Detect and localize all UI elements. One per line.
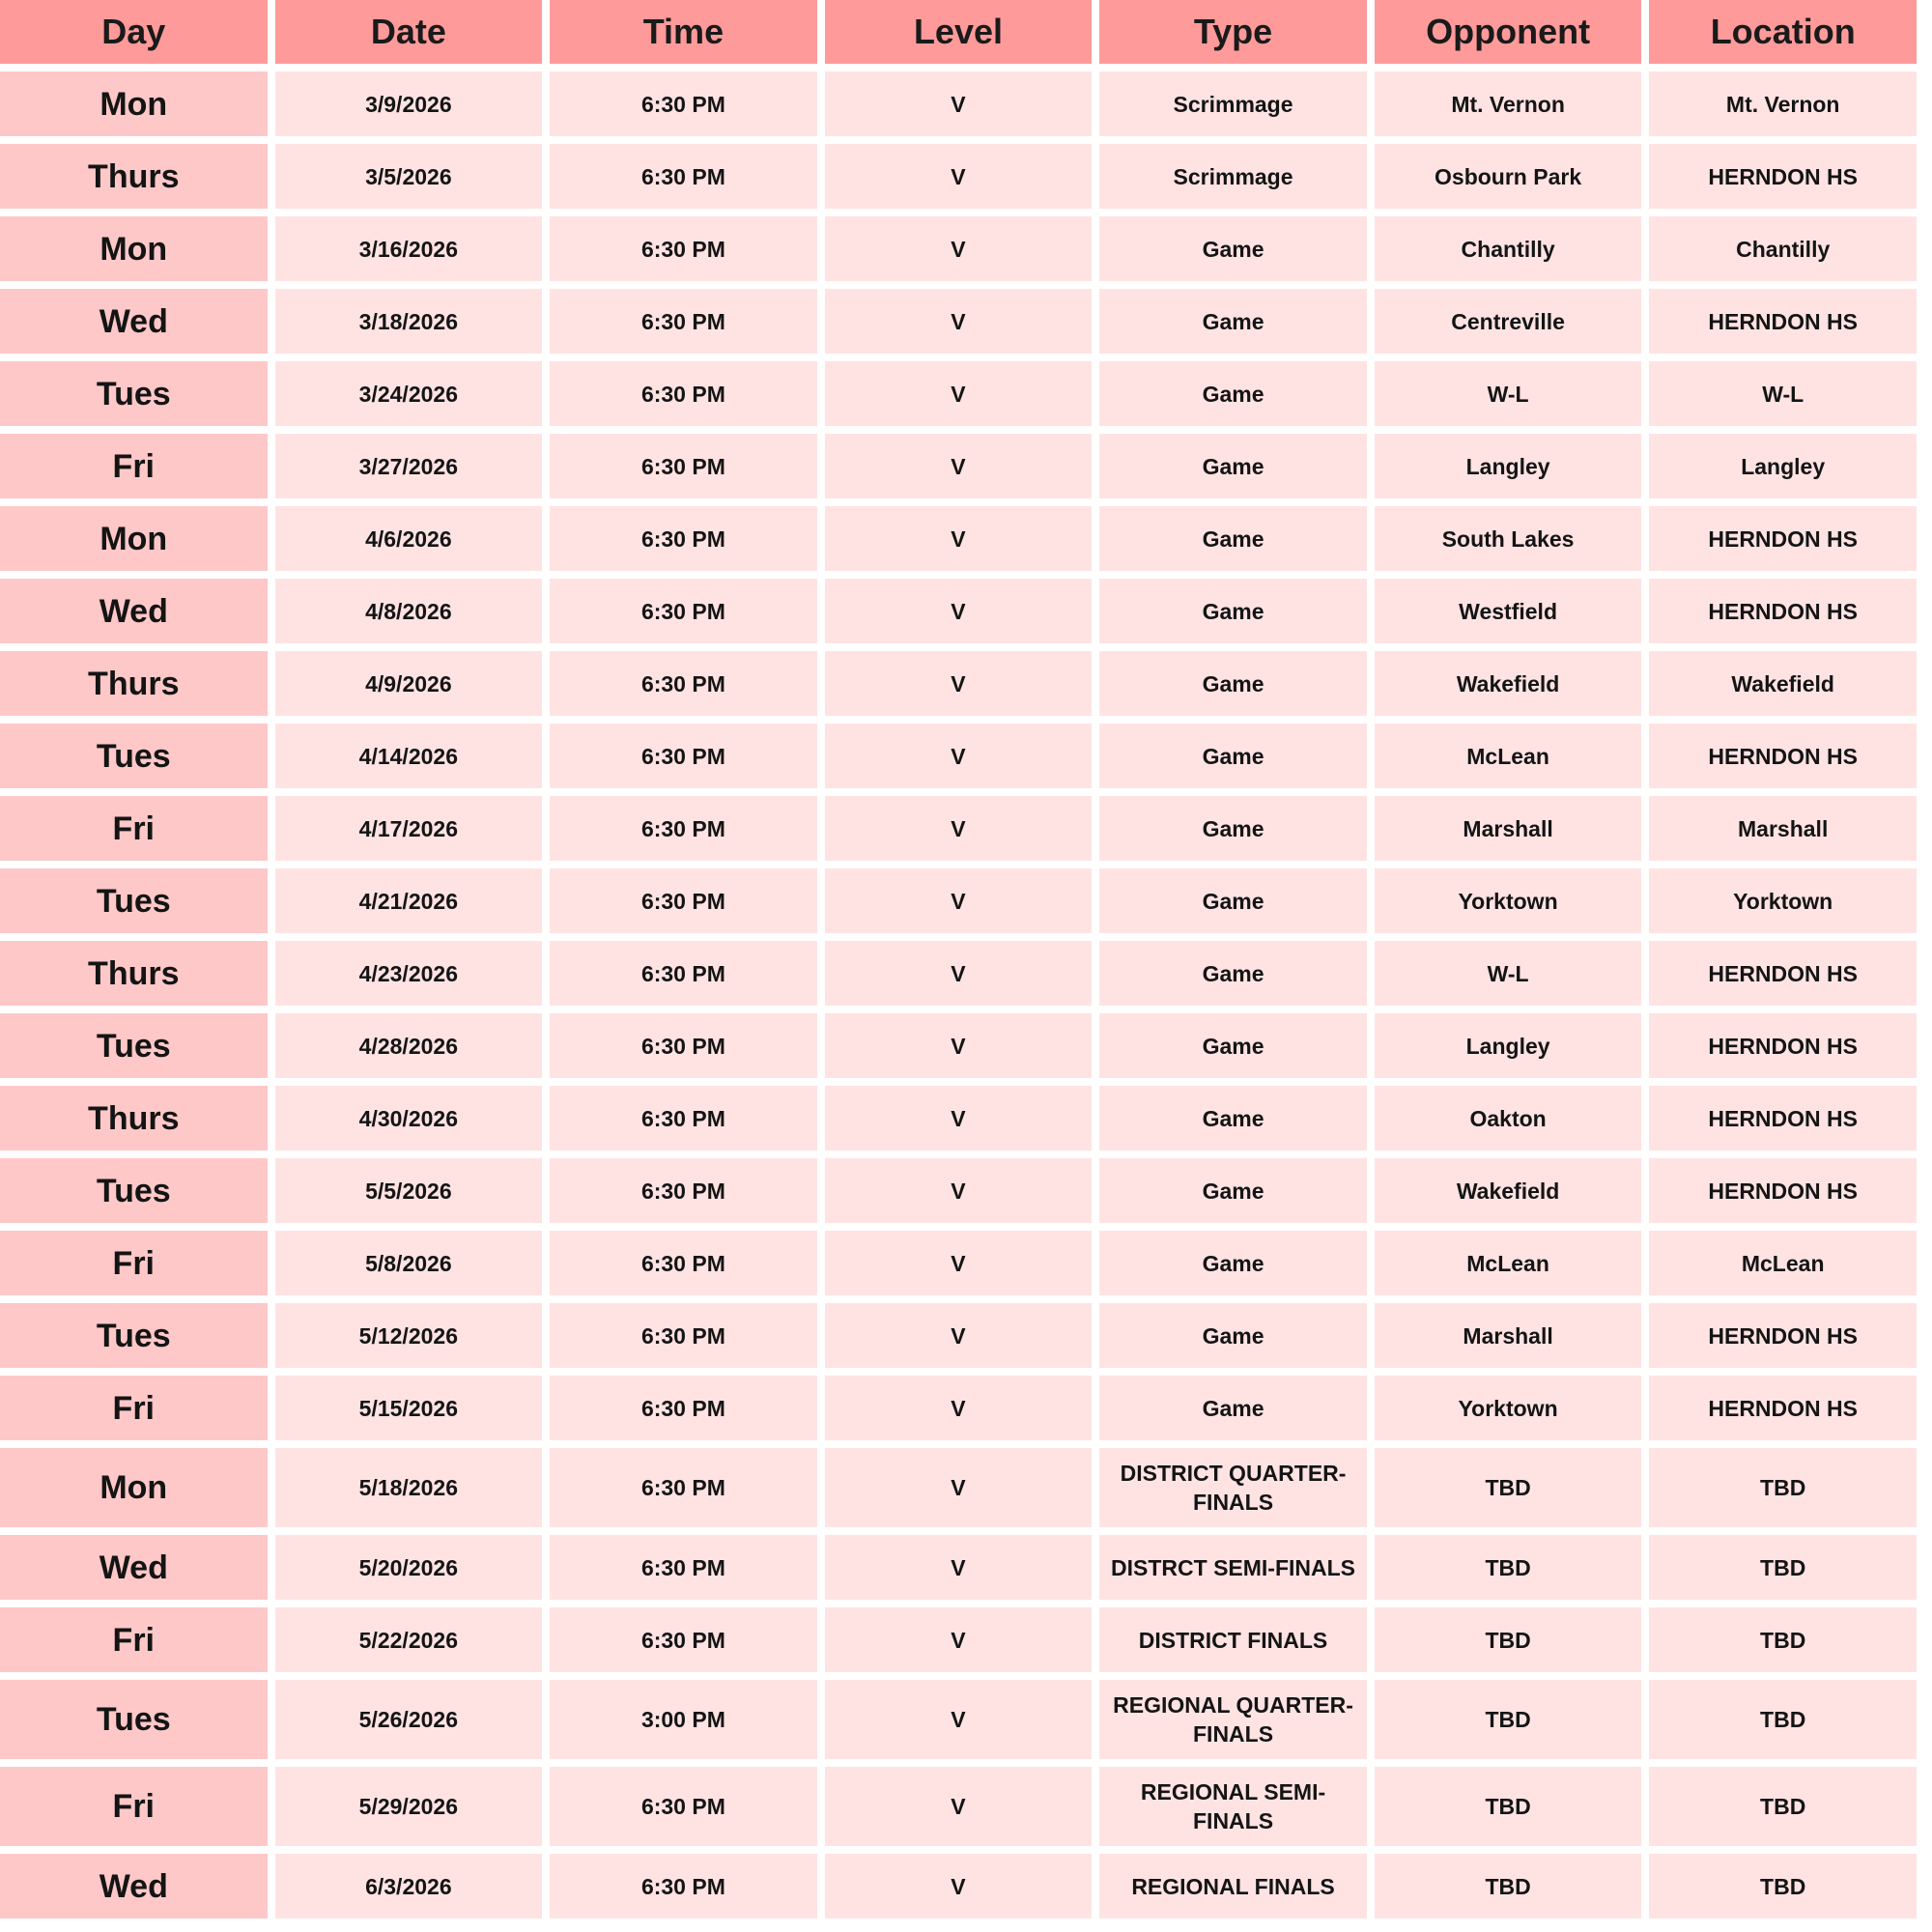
cell-opponent: Oakton (1375, 1086, 1642, 1151)
cell-type: REGIONAL FINALS (1099, 1854, 1367, 1918)
cell-opponent: Yorktown (1375, 868, 1642, 933)
cell-time: 6:30 PM (550, 506, 817, 571)
cell-date: 4/30/2026 (275, 1086, 543, 1151)
cell-opponent: McLean (1375, 724, 1642, 788)
table-row (0, 1535, 1917, 1600)
header-day: Day (0, 0, 268, 64)
cell-date: 3/5/2026 (275, 144, 543, 209)
table-row (0, 1231, 1917, 1295)
cell-time: 6:30 PM (550, 1607, 817, 1672)
cell-opponent: South Lakes (1375, 506, 1642, 571)
cell-opponent: TBD (1375, 1535, 1642, 1600)
header-time: Time (550, 0, 817, 64)
header-location: Location (1649, 0, 1917, 64)
cell-location: HERNDON HS (1649, 579, 1917, 643)
cell-location: Mt. Vernon (1649, 71, 1917, 136)
cell-type: DISTRICT QUARTER-FINALS (1099, 1448, 1367, 1527)
cell-day: Fri (0, 1376, 268, 1440)
table-row (0, 724, 1917, 788)
cell-date: 3/9/2026 (275, 71, 543, 136)
cell-level: V (825, 1854, 1093, 1918)
cell-time: 6:30 PM (550, 1376, 817, 1440)
cell-date: 3/24/2026 (275, 361, 543, 426)
cell-opponent: Langley (1375, 434, 1642, 498)
cell-opponent: Westfield (1375, 579, 1642, 643)
cell-opponent: TBD (1375, 1448, 1642, 1527)
cell-time: 6:30 PM (550, 796, 817, 861)
cell-time: 6:30 PM (550, 216, 817, 281)
table-row (0, 1680, 1917, 1759)
cell-day: Fri (0, 434, 268, 498)
cell-level: V (825, 289, 1093, 354)
cell-location: HERNDON HS (1649, 1303, 1917, 1368)
cell-opponent: W-L (1375, 941, 1642, 1006)
table-row (0, 144, 1917, 209)
cell-location: Chantilly (1649, 216, 1917, 281)
cell-day: Wed (0, 1535, 268, 1600)
cell-location: TBD (1649, 1854, 1917, 1918)
cell-level: V (825, 1303, 1093, 1368)
cell-type: Game (1099, 651, 1367, 716)
cell-day: Tues (0, 724, 268, 788)
cell-opponent: Osbourn Park (1375, 144, 1642, 209)
cell-day: Wed (0, 1854, 268, 1918)
table-row (0, 1607, 1917, 1672)
table-row (0, 71, 1917, 136)
table-row (0, 216, 1917, 281)
cell-date: 4/6/2026 (275, 506, 543, 571)
table-row (0, 434, 1917, 498)
cell-opponent: Langley (1375, 1013, 1642, 1078)
schedule-body (0, 71, 1917, 1918)
header-date: Date (275, 0, 543, 64)
header-level: Level (825, 0, 1093, 64)
cell-opponent: Yorktown (1375, 1376, 1642, 1440)
cell-day: Tues (0, 868, 268, 933)
cell-date: 3/18/2026 (275, 289, 543, 354)
cell-level: V (825, 1535, 1093, 1600)
cell-opponent: Centreville (1375, 289, 1642, 354)
cell-level: V (825, 1680, 1093, 1759)
cell-type: Game (1099, 1303, 1367, 1368)
cell-day: Wed (0, 579, 268, 643)
cell-level: V (825, 724, 1093, 788)
cell-type: Game (1099, 289, 1367, 354)
cell-level: V (825, 1607, 1093, 1672)
table-row (0, 1376, 1917, 1440)
table-row (0, 579, 1917, 643)
cell-day: Fri (0, 796, 268, 861)
cell-level: V (825, 651, 1093, 716)
cell-location: Wakefield (1649, 651, 1917, 716)
cell-opponent: Chantilly (1375, 216, 1642, 281)
cell-time: 6:30 PM (550, 1013, 817, 1078)
cell-type: Game (1099, 941, 1367, 1006)
cell-time: 3:00 PM (550, 1680, 817, 1759)
cell-type: Scrimmage (1099, 144, 1367, 209)
cell-time: 6:30 PM (550, 1086, 817, 1151)
cell-level: V (825, 1231, 1093, 1295)
table-row (0, 1767, 1917, 1846)
table-row (0, 1086, 1917, 1151)
cell-date: 5/5/2026 (275, 1158, 543, 1223)
header-type: Type (1099, 0, 1367, 64)
cell-date: 5/29/2026 (275, 1767, 543, 1846)
cell-location: TBD (1649, 1535, 1917, 1600)
table-row (0, 1854, 1917, 1918)
cell-opponent: TBD (1375, 1680, 1642, 1759)
cell-day: Mon (0, 506, 268, 571)
cell-type: Game (1099, 868, 1367, 933)
cell-level: V (825, 216, 1093, 281)
cell-day: Mon (0, 1448, 268, 1527)
cell-date: 4/23/2026 (275, 941, 543, 1006)
cell-type: REGIONAL SEMI-FINALS (1099, 1767, 1367, 1846)
cell-time: 6:30 PM (550, 579, 817, 643)
cell-time: 6:30 PM (550, 144, 817, 209)
cell-type: DISTRCT SEMI-FINALS (1099, 1535, 1367, 1600)
cell-opponent: W-L (1375, 361, 1642, 426)
cell-location: HERNDON HS (1649, 724, 1917, 788)
cell-type: Game (1099, 796, 1367, 861)
cell-day: Thurs (0, 144, 268, 209)
cell-type: Game (1099, 1158, 1367, 1223)
table-row (0, 868, 1917, 933)
header-opponent: Opponent (1375, 0, 1642, 64)
cell-location: Yorktown (1649, 868, 1917, 933)
cell-time: 6:30 PM (550, 868, 817, 933)
cell-date: 4/17/2026 (275, 796, 543, 861)
cell-time: 6:30 PM (550, 1767, 817, 1846)
cell-level: V (825, 1013, 1093, 1078)
cell-location: HERNDON HS (1649, 506, 1917, 571)
cell-opponent: Marshall (1375, 796, 1642, 861)
cell-date: 4/14/2026 (275, 724, 543, 788)
table-row (0, 651, 1917, 716)
cell-time: 6:30 PM (550, 1158, 817, 1223)
cell-level: V (825, 1767, 1093, 1846)
cell-date: 3/16/2026 (275, 216, 543, 281)
cell-date: 4/28/2026 (275, 1013, 543, 1078)
cell-day: Tues (0, 361, 268, 426)
cell-level: V (825, 1376, 1093, 1440)
cell-location: HERNDON HS (1649, 289, 1917, 354)
cell-day: Fri (0, 1767, 268, 1846)
cell-type: Game (1099, 216, 1367, 281)
cell-opponent: TBD (1375, 1607, 1642, 1672)
cell-time: 6:30 PM (550, 71, 817, 136)
cell-level: V (825, 941, 1093, 1006)
cell-level: V (825, 71, 1093, 136)
cell-level: V (825, 579, 1093, 643)
cell-time: 6:30 PM (550, 434, 817, 498)
cell-location: HERNDON HS (1649, 144, 1917, 209)
cell-time: 6:30 PM (550, 1303, 817, 1368)
cell-opponent: Marshall (1375, 1303, 1642, 1368)
table-row (0, 361, 1917, 426)
cell-time: 6:30 PM (550, 1854, 817, 1918)
cell-location: TBD (1649, 1680, 1917, 1759)
cell-location: W-L (1649, 361, 1917, 426)
header-row (0, 0, 1917, 64)
cell-date: 3/27/2026 (275, 434, 543, 498)
cell-type: Game (1099, 361, 1367, 426)
cell-location: TBD (1649, 1448, 1917, 1527)
cell-level: V (825, 868, 1093, 933)
cell-location: TBD (1649, 1767, 1917, 1846)
cell-type: Game (1099, 1376, 1367, 1440)
cell-type: Game (1099, 579, 1367, 643)
cell-opponent: TBD (1375, 1854, 1642, 1918)
table-row (0, 506, 1917, 571)
cell-opponent: Wakefield (1375, 651, 1642, 716)
cell-date: 5/8/2026 (275, 1231, 543, 1295)
table-row (0, 796, 1917, 861)
cell-location: HERNDON HS (1649, 1376, 1917, 1440)
cell-day: Tues (0, 1013, 268, 1078)
cell-location: HERNDON HS (1649, 1013, 1917, 1078)
cell-type: Game (1099, 434, 1367, 498)
cell-day: Tues (0, 1303, 268, 1368)
cell-location: McLean (1649, 1231, 1917, 1295)
cell-opponent: Mt. Vernon (1375, 71, 1642, 136)
cell-type: Game (1099, 1086, 1367, 1151)
cell-type: Game (1099, 724, 1367, 788)
table-row (0, 1303, 1917, 1368)
cell-location: HERNDON HS (1649, 1086, 1917, 1151)
cell-level: V (825, 1448, 1093, 1527)
cell-opponent: McLean (1375, 1231, 1642, 1295)
table-row (0, 1448, 1917, 1527)
cell-time: 6:30 PM (550, 289, 817, 354)
cell-level: V (825, 144, 1093, 209)
cell-day: Wed (0, 289, 268, 354)
table-row (0, 941, 1917, 1006)
cell-date: 5/26/2026 (275, 1680, 543, 1759)
cell-time: 6:30 PM (550, 1535, 817, 1600)
cell-day: Fri (0, 1231, 268, 1295)
cell-day: Thurs (0, 651, 268, 716)
table-row (0, 1013, 1917, 1078)
cell-location: HERNDON HS (1649, 1158, 1917, 1223)
cell-type: Game (1099, 1013, 1367, 1078)
cell-location: Marshall (1649, 796, 1917, 861)
cell-time: 6:30 PM (550, 724, 817, 788)
cell-date: 4/8/2026 (275, 579, 543, 643)
cell-level: V (825, 506, 1093, 571)
cell-date: 6/3/2026 (275, 1854, 543, 1918)
cell-type: DISTRICT FINALS (1099, 1607, 1367, 1672)
cell-day: Tues (0, 1680, 268, 1759)
cell-type: Game (1099, 506, 1367, 571)
schedule-header (0, 0, 1917, 64)
cell-day: Mon (0, 216, 268, 281)
cell-date: 4/21/2026 (275, 868, 543, 933)
cell-type: Scrimmage (1099, 71, 1367, 136)
cell-date: 4/9/2026 (275, 651, 543, 716)
cell-level: V (825, 361, 1093, 426)
cell-time: 6:30 PM (550, 361, 817, 426)
cell-time: 6:30 PM (550, 1448, 817, 1527)
cell-level: V (825, 434, 1093, 498)
cell-level: V (825, 796, 1093, 861)
cell-day: Thurs (0, 1086, 268, 1151)
cell-date: 5/18/2026 (275, 1448, 543, 1527)
cell-opponent: Wakefield (1375, 1158, 1642, 1223)
cell-level: V (825, 1086, 1093, 1151)
cell-location: HERNDON HS (1649, 941, 1917, 1006)
cell-date: 5/15/2026 (275, 1376, 543, 1440)
cell-level: V (825, 1158, 1093, 1223)
cell-time: 6:30 PM (550, 1231, 817, 1295)
cell-day: Thurs (0, 941, 268, 1006)
table-row (0, 1158, 1917, 1223)
table-row (0, 289, 1917, 354)
cell-location: Langley (1649, 434, 1917, 498)
cell-time: 6:30 PM (550, 941, 817, 1006)
cell-day: Mon (0, 71, 268, 136)
cell-type: REGIONAL QUARTER-FINALS (1099, 1680, 1367, 1759)
cell-date: 5/20/2026 (275, 1535, 543, 1600)
cell-day: Tues (0, 1158, 268, 1223)
cell-date: 5/12/2026 (275, 1303, 543, 1368)
cell-opponent: TBD (1375, 1767, 1642, 1846)
cell-location: TBD (1649, 1607, 1917, 1672)
cell-type: Game (1099, 1231, 1367, 1295)
cell-day: Fri (0, 1607, 268, 1672)
cell-time: 6:30 PM (550, 651, 817, 716)
cell-date: 5/22/2026 (275, 1607, 543, 1672)
